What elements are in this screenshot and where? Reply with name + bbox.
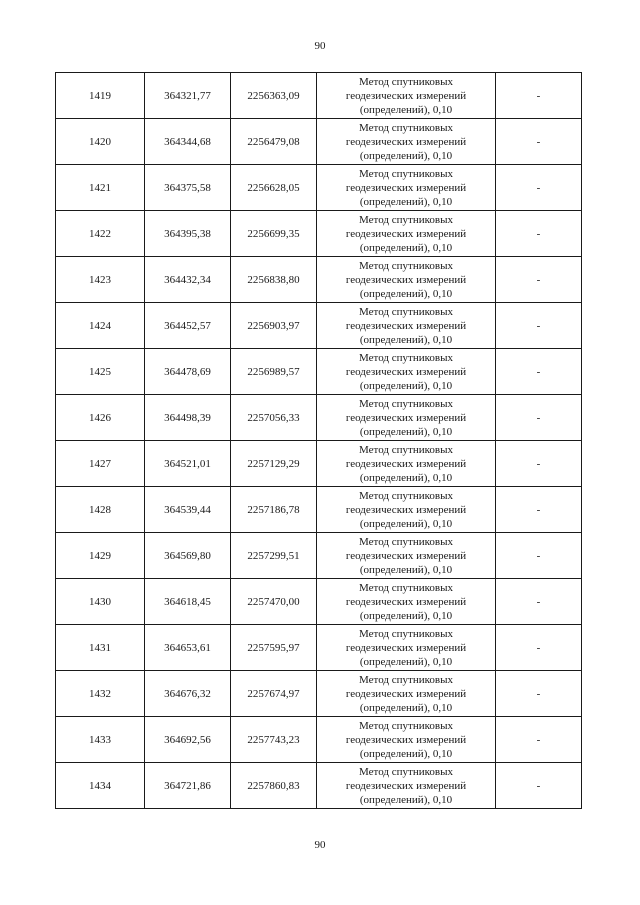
method-text-line: (определений), 0,10 — [359, 425, 453, 438]
method-cell — [317, 303, 496, 349]
page-number-top: 90 — [314, 40, 326, 52]
method-text-line: (определений), 0,10 — [359, 655, 453, 668]
method-text-line: геодезических измерений — [345, 273, 467, 286]
note-cell: - — [496, 119, 582, 165]
method-text-line: (определений), 0,10 — [359, 241, 453, 254]
point-number-cell: 1427 — [56, 441, 145, 487]
point-number-cell: 1419 — [56, 73, 145, 119]
method-text-line: геодезических измерений — [345, 181, 467, 194]
table-row — [56, 395, 582, 441]
x-coordinate-cell: 364498,39 — [145, 395, 231, 441]
method-text-line: геодезических измерений — [345, 641, 467, 654]
method-text-line: (определений), 0,10 — [359, 379, 453, 392]
method-text-line: Метод спутниковых — [359, 627, 453, 640]
table-row — [56, 165, 582, 211]
method-text-line: (определений), 0,10 — [359, 747, 453, 760]
y-coordinate-cell: 2256838,80 — [231, 257, 317, 303]
method-text-line: Метод спутниковых — [359, 167, 453, 180]
table-row — [56, 73, 582, 119]
y-coordinate-cell: 2256989,57 — [231, 349, 317, 395]
note-cell: - — [496, 625, 582, 671]
method-text-line: (определений), 0,10 — [359, 287, 453, 300]
method-text-line: геодезических измерений — [345, 411, 467, 424]
table-row — [56, 349, 582, 395]
y-coordinate-cell: 2257674,97 — [231, 671, 317, 717]
method-cell — [317, 625, 496, 671]
x-coordinate-cell: 364692,56 — [145, 717, 231, 763]
method-text-line: (определений), 0,10 — [359, 471, 453, 484]
table-row — [56, 763, 582, 809]
table-row — [56, 717, 582, 763]
y-coordinate-cell: 2257595,97 — [231, 625, 317, 671]
method-cell — [317, 211, 496, 257]
x-coordinate-cell: 364618,45 — [145, 579, 231, 625]
note-cell: - — [496, 579, 582, 625]
method-text-line: (определений), 0,10 — [359, 517, 453, 530]
method-cell — [317, 73, 496, 119]
note-cell: - — [496, 763, 582, 809]
page-number-bottom: 90 — [314, 839, 326, 851]
method-cell — [317, 349, 496, 395]
point-number-cell: 1434 — [56, 763, 145, 809]
method-text-line: Метод спутниковых — [359, 581, 453, 594]
point-number-cell: 1428 — [56, 487, 145, 533]
table-row — [56, 533, 582, 579]
y-coordinate-cell: 2257056,33 — [231, 395, 317, 441]
x-coordinate-cell: 364375,58 — [145, 165, 231, 211]
coordinates-table-body — [56, 73, 582, 809]
x-coordinate-cell: 364521,01 — [145, 441, 231, 487]
method-cell — [317, 579, 496, 625]
y-coordinate-cell: 2256628,05 — [231, 165, 317, 211]
point-number-cell: 1426 — [56, 395, 145, 441]
y-coordinate-cell: 2257860,83 — [231, 763, 317, 809]
method-text-line: геодезических измерений — [345, 319, 467, 332]
method-cell — [317, 395, 496, 441]
x-coordinate-cell: 364395,38 — [145, 211, 231, 257]
method-text-line: геодезических измерений — [345, 227, 467, 240]
note-cell: - — [496, 303, 582, 349]
note-cell: - — [496, 211, 582, 257]
note-cell: - — [496, 671, 582, 717]
x-coordinate-cell: 364539,44 — [145, 487, 231, 533]
point-number-cell: 1429 — [56, 533, 145, 579]
x-coordinate-cell: 364653,61 — [145, 625, 231, 671]
y-coordinate-cell: 2256479,08 — [231, 119, 317, 165]
method-text-line: Метод спутниковых — [359, 443, 453, 456]
y-coordinate-cell: 2257299,51 — [231, 533, 317, 579]
method-text-line: геодезических измерений — [345, 595, 467, 608]
method-text-line: Метод спутниковых — [359, 259, 453, 272]
note-cell: - — [496, 395, 582, 441]
method-text-line: (определений), 0,10 — [359, 609, 453, 622]
method-cell — [317, 717, 496, 763]
method-cell — [317, 763, 496, 809]
point-number-cell: 1423 — [56, 257, 145, 303]
point-number-cell: 1421 — [56, 165, 145, 211]
method-cell — [317, 487, 496, 533]
method-text-line: геодезических измерений — [345, 733, 467, 746]
method-cell — [317, 165, 496, 211]
x-coordinate-cell: 364432,34 — [145, 257, 231, 303]
method-text-line: геодезических измерений — [345, 549, 467, 562]
method-cell — [317, 671, 496, 717]
method-cell — [317, 533, 496, 579]
point-number-cell: 1422 — [56, 211, 145, 257]
note-cell: - — [496, 717, 582, 763]
method-cell — [317, 441, 496, 487]
method-text-line: (определений), 0,10 — [359, 103, 453, 116]
table-row — [56, 303, 582, 349]
x-coordinate-cell: 364569,80 — [145, 533, 231, 579]
note-cell: - — [496, 487, 582, 533]
x-coordinate-cell: 364721,86 — [145, 763, 231, 809]
y-coordinate-cell: 2257129,29 — [231, 441, 317, 487]
point-number-cell: 1431 — [56, 625, 145, 671]
x-coordinate-cell: 364452,57 — [145, 303, 231, 349]
method-text-line: геодезических измерений — [345, 135, 467, 148]
y-coordinate-cell: 2256903,97 — [231, 303, 317, 349]
table-row — [56, 257, 582, 303]
x-coordinate-cell: 364344,68 — [145, 119, 231, 165]
method-text-line: Метод спутниковых — [359, 213, 453, 226]
method-text-line: (определений), 0,10 — [359, 701, 453, 714]
note-cell: - — [496, 349, 582, 395]
y-coordinate-cell: 2257743,23 — [231, 717, 317, 763]
coordinates-table — [55, 72, 582, 809]
table-row — [56, 441, 582, 487]
point-number-cell: 1425 — [56, 349, 145, 395]
method-text-line: геодезических измерений — [345, 503, 467, 516]
point-number-cell: 1424 — [56, 303, 145, 349]
y-coordinate-cell: 2256699,35 — [231, 211, 317, 257]
table-row — [56, 579, 582, 625]
method-text-line: Метод спутниковых — [359, 719, 453, 732]
method-text-line: Метод спутниковых — [359, 489, 453, 502]
method-text-line: геодезических измерений — [345, 89, 467, 102]
point-number-cell: 1430 — [56, 579, 145, 625]
y-coordinate-cell: 2256363,09 — [231, 73, 317, 119]
method-text-line: Метод спутниковых — [359, 351, 453, 364]
table-row — [56, 119, 582, 165]
method-text-line: геодезических измерений — [345, 457, 467, 470]
point-number-cell: 1420 — [56, 119, 145, 165]
table-row — [56, 671, 582, 717]
point-number-cell: 1432 — [56, 671, 145, 717]
method-text-line: Метод спутниковых — [359, 121, 453, 134]
point-number-cell: 1433 — [56, 717, 145, 763]
method-text-line: Метод спутниковых — [359, 765, 453, 778]
x-coordinate-cell: 364478,69 — [145, 349, 231, 395]
method-cell — [317, 119, 496, 165]
method-text-line: (определений), 0,10 — [359, 333, 453, 346]
note-cell: - — [496, 257, 582, 303]
method-text-line: Метод спутниковых — [359, 305, 453, 318]
method-text-line: Метод спутниковых — [359, 397, 453, 410]
method-cell — [317, 257, 496, 303]
x-coordinate-cell: 364676,32 — [145, 671, 231, 717]
method-text-line: Метод спутниковых — [359, 673, 453, 686]
method-text-line: Метод спутниковых — [359, 75, 453, 88]
y-coordinate-cell: 2257186,78 — [231, 487, 317, 533]
note-cell: - — [496, 165, 582, 211]
table-row — [56, 211, 582, 257]
note-cell: - — [496, 441, 582, 487]
method-text-line: геодезических измерений — [345, 779, 467, 792]
method-text-line: Метод спутниковых — [359, 535, 453, 548]
note-cell: - — [496, 73, 582, 119]
method-text-line: (определений), 0,10 — [359, 195, 453, 208]
table-row — [56, 625, 582, 671]
method-text-line: (определений), 0,10 — [359, 149, 453, 162]
method-text-line: (определений), 0,10 — [359, 563, 453, 576]
table-row — [56, 487, 582, 533]
x-coordinate-cell: 364321,77 — [145, 73, 231, 119]
method-text-line: геодезических измерений — [345, 365, 467, 378]
y-coordinate-cell: 2257470,00 — [231, 579, 317, 625]
note-cell: - — [496, 533, 582, 579]
method-text-line: геодезических измерений — [345, 687, 467, 700]
method-text-line: (определений), 0,10 — [359, 793, 453, 806]
